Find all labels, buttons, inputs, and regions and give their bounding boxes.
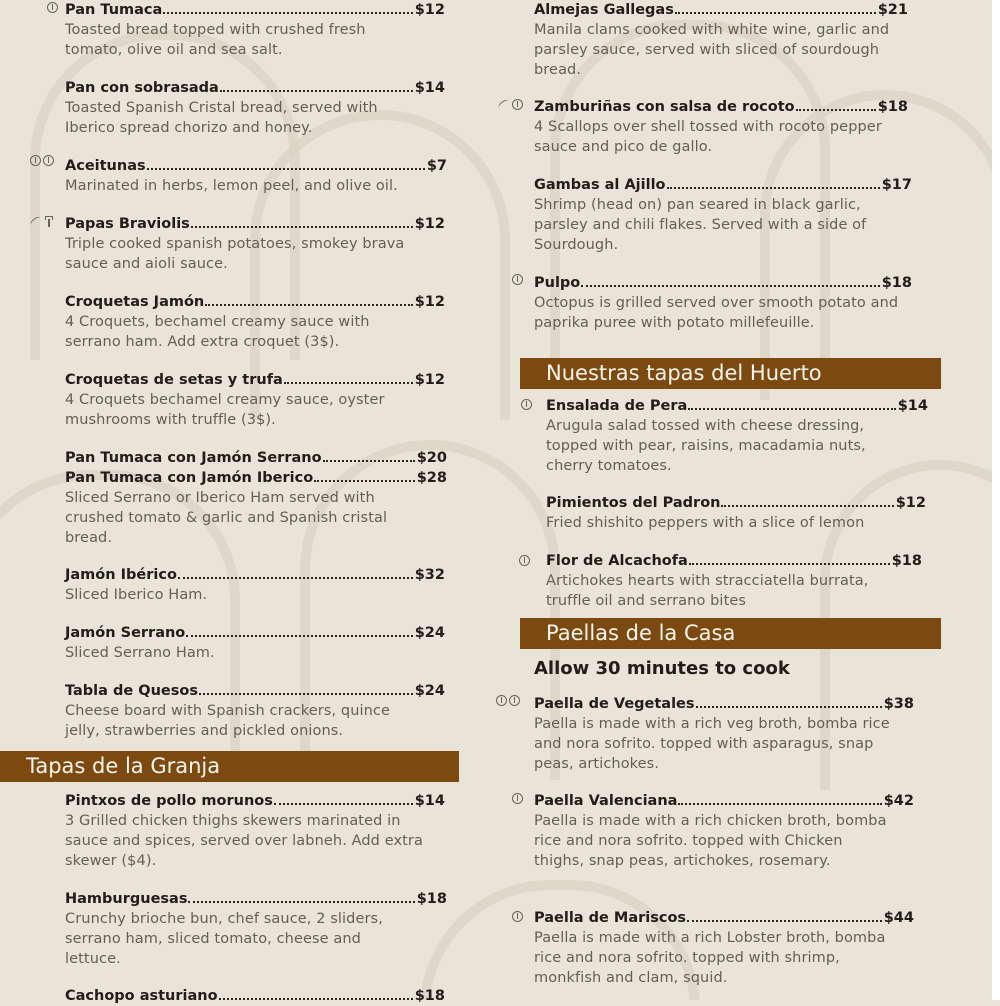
item-name: Pan Tumaca con Jamón Iberico <box>65 470 314 486</box>
menu-item <box>65 986 445 1006</box>
item-price: $17 <box>881 177 912 193</box>
section-header-huerto: Nuestras tapas del Huerto <box>520 358 941 389</box>
item-name: Flor de Alcachofa <box>546 553 688 569</box>
menu-item <box>65 623 445 663</box>
gluten-free-icon <box>512 911 523 922</box>
spicy-icon <box>29 215 43 228</box>
spicy-icon <box>497 98 511 111</box>
item-name: Zamburiñas con salsa de rocoto <box>534 99 795 115</box>
diet-icons <box>512 274 523 285</box>
item-description: Manila clams cooked with white wine, garlic and parsley sauce, served with sliced of sourdough bread. <box>534 22 890 78</box>
item-price: $12 <box>414 2 445 18</box>
diet-icons <box>498 99 523 110</box>
item-price: $42 <box>883 793 914 809</box>
diet-icons <box>519 555 530 566</box>
item-name: Tabla de Quesos <box>65 683 198 699</box>
item-price: $18 <box>416 891 447 907</box>
item-name: Pimientos del Padron <box>546 495 721 511</box>
menu-item <box>546 551 922 611</box>
item-description: Paella is made with a rich chicken broth, bomba rice and nora sofrito. topped with Chicken thighs, snap peas, artichokes, rosemary. <box>534 813 887 869</box>
menu-item <box>65 889 447 969</box>
gluten-free-icon <box>512 99 523 110</box>
item-description: Artichokes hearts with stracciatella burrata, truffle oil and serrano bites <box>546 573 869 609</box>
menu-item <box>65 565 445 605</box>
vegan-icon <box>496 695 507 706</box>
diet-icons <box>496 695 520 706</box>
item-description: Sliced Serrano or Iberico Ham served with crushed tomato & garlic and Spanish cristal bread. <box>65 490 388 546</box>
item-description: Fried shishito peppers with a slice of lemon <box>546 515 865 531</box>
item-price: $44 <box>883 910 914 926</box>
item-name: Gambas al Ajillo <box>534 177 666 193</box>
item-name: Cachopo asturiano <box>65 988 218 1004</box>
item-description: Cheese board with Spanish crackers, quince jelly, strawberries and pickled onions. <box>65 703 390 739</box>
item-price: $28 <box>416 470 447 486</box>
item-description: Arugula salad tossed with cheese dressing, topped with pear, raisins, macadamia nuts, cherry tomatoes. <box>546 418 866 474</box>
item-name: Papas Braviolis <box>65 216 190 232</box>
gluten-free-icon <box>519 555 530 566</box>
item-price: $32 <box>414 567 445 583</box>
item-name: Jamón Serrano <box>65 625 186 641</box>
item-description: Toasted bread topped with crushed fresh tomato, olive oil and sea salt. <box>65 22 366 58</box>
item-price: $12 <box>414 216 445 232</box>
item-description: Paella is made with a rich Lobster broth, bomba rice and nora sofrito. topped with shrimp, monkfish and clam, squid. <box>534 930 886 986</box>
menu-item <box>534 694 914 774</box>
diet-icons <box>521 399 532 410</box>
menu-item <box>65 448 447 548</box>
item-price: $38 <box>883 696 914 712</box>
item-price: $24 <box>414 683 445 699</box>
menu-item <box>65 292 445 352</box>
item-name: Pan Tumaca con Jamón Serrano <box>65 450 322 466</box>
item-description: Sliced Serrano Ham. <box>65 645 215 661</box>
menu-item <box>65 791 445 871</box>
item-name: Ensalada de Pera <box>546 398 688 414</box>
item-description: 4 Croquets, bechamel creamy sauce with serrano ham. Add extra croquet (3$). <box>65 314 370 350</box>
item-name: Paella de Vegetales <box>534 696 695 712</box>
menu-item <box>65 370 445 430</box>
item-name: Aceitunas <box>65 158 146 174</box>
item-name: Pulpo <box>534 275 581 291</box>
section-header-paellas: Paellas de la Casa <box>520 618 941 649</box>
vegan-icon <box>30 155 41 166</box>
item-name: Pintxos de pollo morunos <box>65 793 273 809</box>
gluten-free-icon <box>512 793 523 804</box>
menu-item <box>65 214 445 274</box>
item-description: 4 Scallops over shell tossed with rocoto pepper sauce and pico de gallo. <box>534 119 882 155</box>
item-price: $12 <box>414 294 445 310</box>
item-price: $14 <box>414 80 445 96</box>
item-price: $12 <box>414 372 445 388</box>
item-description: Octopus is grilled served over smooth potato and paprika puree with potato millefeuille. <box>534 295 899 331</box>
item-description: Crunchy brioche bun, chef sauce, 2 sliders, serrano ham, sliced tomato, cheese and lettuce. <box>65 911 383 967</box>
item-name: Pan Tumaca <box>65 2 163 18</box>
menu-item <box>534 175 912 255</box>
menu-item <box>546 396 928 476</box>
page-edge <box>992 0 1000 1000</box>
item-price: $14 <box>414 793 445 809</box>
item-price: $18 <box>891 553 922 569</box>
paella-cook-time-note: Allow 30 minutes to cook <box>534 658 790 679</box>
item-description: Paella is made with a rich veg broth, bomba rice and nora sofrito. topped with asparagus, snap peas, artichokes. <box>534 716 890 772</box>
menu-item <box>65 681 445 741</box>
diet-icons <box>47 2 58 13</box>
item-description: 3 Grilled chicken thighs skewers marinated in sauce and spices, served over labneh. Add extra skewer ($4). <box>65 813 423 869</box>
item-price: $18 <box>881 275 912 291</box>
item-description: Sliced Iberico Ham. <box>65 587 208 603</box>
gluten-free-icon <box>512 274 523 285</box>
item-description: Toasted Spanish Cristal bread, served with Iberico spread chorizo and honey. <box>65 100 378 136</box>
section-header-granja: Tapas de la Granja <box>0 751 459 782</box>
item-price: $14 <box>897 398 928 414</box>
item-price: $18 <box>877 99 908 115</box>
menu-item <box>534 908 914 988</box>
item-name: Jamón Ibérico <box>65 567 177 583</box>
menu-item <box>534 791 914 871</box>
item-price: $18 <box>414 988 445 1004</box>
item-description: Shrimp (head on) pan seared in black garlic, parsley and chili flakes. Served with a side of Sourdough. <box>534 197 867 253</box>
menu-item <box>534 273 912 333</box>
menu-item <box>65 78 445 138</box>
item-description: Triple cooked spanish potatoes, smokey brava sauce and aioli sauce. <box>65 236 405 272</box>
dairy-icon <box>44 216 55 227</box>
diet-icons <box>512 911 523 922</box>
item-name: Paella de Mariscos <box>534 910 687 926</box>
item-price: $24 <box>414 625 445 641</box>
diet-icons <box>30 216 55 227</box>
gluten-free-icon <box>43 155 54 166</box>
menu-item <box>534 97 908 157</box>
menu-item <box>546 493 926 533</box>
item-name: Almejas Gallegas <box>534 2 674 18</box>
gluten-free-icon <box>509 695 520 706</box>
vegan-icon <box>47 2 58 13</box>
gluten-free-icon <box>521 399 532 410</box>
item-description: Marinated in herbs, lemon peel, and olive oil. <box>65 178 398 194</box>
diet-icons <box>30 155 54 166</box>
diet-icons <box>512 793 523 804</box>
menu-item <box>65 0 445 60</box>
item-price: $7 <box>426 158 447 174</box>
item-name: Croquetas de setas y trufa <box>65 372 283 388</box>
item-description: 4 Croquets bechamel creamy sauce, oyster mushrooms with truffle (3$). <box>65 392 385 428</box>
item-price: $20 <box>416 450 447 466</box>
menu-item <box>65 156 447 196</box>
item-name: Paella Valenciana <box>534 793 678 809</box>
item-price: $21 <box>877 2 908 18</box>
menu-item <box>534 0 908 80</box>
item-name: Pan con sobrasada <box>65 80 219 96</box>
item-name: Hamburguesas <box>65 891 188 907</box>
item-price: $12 <box>895 495 926 511</box>
item-name: Croquetas Jamón <box>65 294 205 310</box>
